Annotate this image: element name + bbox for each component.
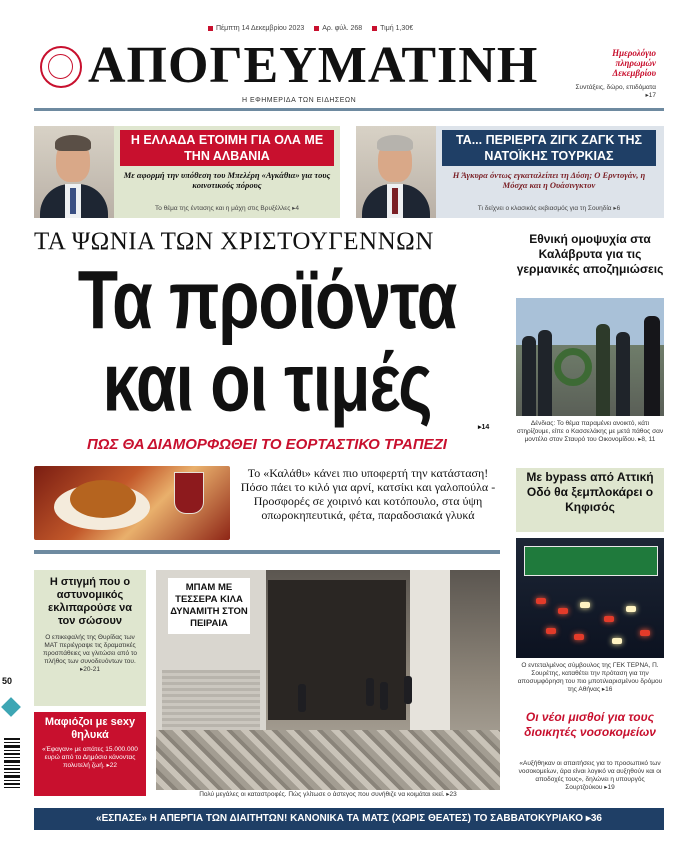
headline-line-1: Τα προϊόντα (77, 253, 457, 346)
kalavryta-caption: Δένδιας: Το θέμα παραμένει ανοικτό, κάτι στηρίζουμε, είπε ο Κασσελάκης με μετά πάθος σαν μοντέλο στον Σταυρό του Οικονομίδου. ▸8, 11 (516, 420, 664, 443)
price-code: 50 (2, 676, 13, 686)
main-page-ref: ▸14 (478, 424, 490, 431)
calendar-promo-title: Ημερολόγιο πληρωμών Δεκεμβρίου (612, 48, 656, 78)
police-story-box[interactable] (34, 570, 146, 706)
sports-banner[interactable] (34, 808, 664, 830)
main-body: Το «Καλάθι» κάνει πιο υποφερτή την κατάσταση! Πόσο πάει το κιλό για αρνί, κατσίκι και γαλοπούλα - Προσφορές σε χοιρινό και κοτόπουλο, στα ύψη οπωροκηπευτικά, φέτα, παραδοσιακά γλυκά (240, 466, 496, 522)
hospital-salaries-headline[interactable]: Οι νέοι μισθοί για τους διοικητές νοσοκομείων (524, 710, 656, 739)
police-story-body: Ο επικεφαλής της Θυρίδας των ΜΑΤ περιέγραψε τις δραματικές προσπάθειες να γλιτώσει από το πλήθος των συνοδευόντων του. ▸20-21 (43, 634, 137, 673)
kifisos-caption: Ο εντεταλμένος σύμβουλος της ΓΕΚ ΤΕΡΝΑ, Π. Σουρέτης, καταθέτει την πρόταση για την αποσυμφόρηση του πιο μποτιλιαρισμένου δρόμου της Αθήνας ▸16 (517, 662, 663, 693)
teaser-turkey[interactable] (356, 126, 664, 218)
issue-line (200, 25, 413, 32)
teaser-body: Η Άγκυρα όντως εγκαταλείπει τη Δύση; Ο Ερντογάν, η Μόσχα και η Ουάσινγκτον (452, 170, 646, 190)
kifisos-headline[interactable]: Με bypass από Αττική Οδό θα ξεμπλοκάρει ο Κηφισός (516, 468, 664, 532)
newspaper-title: ΑΠΟΓΕΥΜΑΤΙΝΗ (88, 37, 539, 94)
teaser-body: Με αφορμή την υπόθεση του Μπελέρη «Αγκάθια» για τους κοινοτικούς πόρους (123, 170, 331, 190)
mafia-story-box[interactable] (34, 712, 146, 796)
issue-date: Πέμπτη 14 Δεκεμβρίου 2023 (216, 25, 305, 32)
headline-line-2: και οι τιμές (102, 335, 432, 428)
politician-photo (34, 126, 114, 218)
teaser-headline: Η ΕΛΛΑΔΑ ΕΤΟΙΜΗ ΓΙΑ ΟΛΑ ΜΕ ΤΗΝ ΑΛΒΑΝΙΑ (120, 130, 334, 166)
section-rule (34, 550, 500, 554)
hospital-salaries-caption: «Αυξήθηκαν οι απαιτήσεις για το προσωπικό των νοσοκομείων, άρα είναι λογικό να αυξηθούν και οι αποδοχές τους», δηλώνει η υπουργός Σουρτζούκου ▸19 (518, 760, 662, 791)
barcode-icon (0, 676, 24, 796)
teaser-albania[interactable] (34, 126, 340, 218)
masthead-rule (34, 108, 664, 111)
mafia-story-body: «Έφαγαν» με απάτες 15.000.000 ευρώ από το Δημόσιο κάνοντας πολυτελή ζωή. ▸22 (42, 746, 138, 769)
kalavryta-photo (516, 298, 664, 416)
explosion-label: ΜΠΑΜ ΜΕ ΤΕΣΣΕΡΑ ΚΙΛΑ ΔΥΝΑΜΙΤΗ ΣΤΟΝ ΠΕΙΡΑΙΑ (168, 578, 250, 634)
traffic-photo (516, 538, 664, 658)
banner-prefix: «ΕΣΠΑΣΕ» (96, 813, 147, 824)
police-story-headline: Η στιγμή που ο αστυνομικός εκλιπαρούσε να τον σώσουν (47, 576, 132, 627)
explosion-caption: Πολύ μεγάλες οι καταστροφές. Πώς γλίτωσε ο άστεγος που συνήθιζε να κοιμάται εκεί. ▸23 (199, 791, 457, 798)
main-kicker: ΤΑ ΨΩΝΙΑ ΤΩΝ ΧΡΙΣΤΟΥΓΕΝΝΩΝ (34, 228, 434, 255)
banner-text: Η ΑΠΕΡΓΙΑ ΤΩΝ ΔΙΑΙΤΗΤΩΝ! ΚΑΝΟΝΙΚΑ ΤΑ ΜΑΤΣ (ΧΩΡΙΣ ΘΕΑΤΕΣ) ΤΟ ΣΑΒΒΑΤΟΚΥΡΙΑΚΟ ▸36 (146, 813, 602, 824)
mafia-story-headline: Μαφιόζοι με sexy θηλυκά (44, 716, 136, 741)
teaser-headline: ΤΑ... ΠΕΡΙΕΡΓΑ ΖΙΓΚ ΖΑΓΚ ΤΗΣ ΝΑΤΟΪΚΗΣ ΤΟΥΡΚΙΑΣ (442, 130, 656, 166)
teaser-footnote: Το θέμα της έντασης και η μάχη στις Βρυξέλλες ▸4 (154, 205, 300, 212)
newspaper-logo-icon (40, 46, 82, 88)
calendar-promo-sub: Συντάξεις, δώρο, επιδόματα ▸17 (575, 84, 656, 99)
tagline: Η ΕΦΗΜΕΡΙΔΑ ΤΩΝ ΕΙΔΗΣΕΩΝ (242, 97, 357, 104)
christmas-table-photo (34, 466, 230, 540)
issue-number: Αρ. φύλ. 268 (322, 25, 363, 32)
main-subhead: ΠΩΣ ΘΑ ΔΙΑΜΟΡΦΩΘΕΙ ΤΟ ΕΟΡΤΑΣΤΙΚΟ ΤΡΑΠΕΖΙ (87, 436, 447, 453)
politician-photo (356, 126, 436, 218)
teaser-footnote: Τι δείχνει ο κλασικός εκβιασμός για τη Σουηδία ▸6 (477, 205, 621, 212)
kalavryta-headline[interactable]: Εθνική ομοψυχία στα Καλάβρυτα για τις γερμανικές αποζημιώσεις (516, 232, 664, 276)
issue-price: Τιμή 1,30€ (380, 25, 414, 32)
